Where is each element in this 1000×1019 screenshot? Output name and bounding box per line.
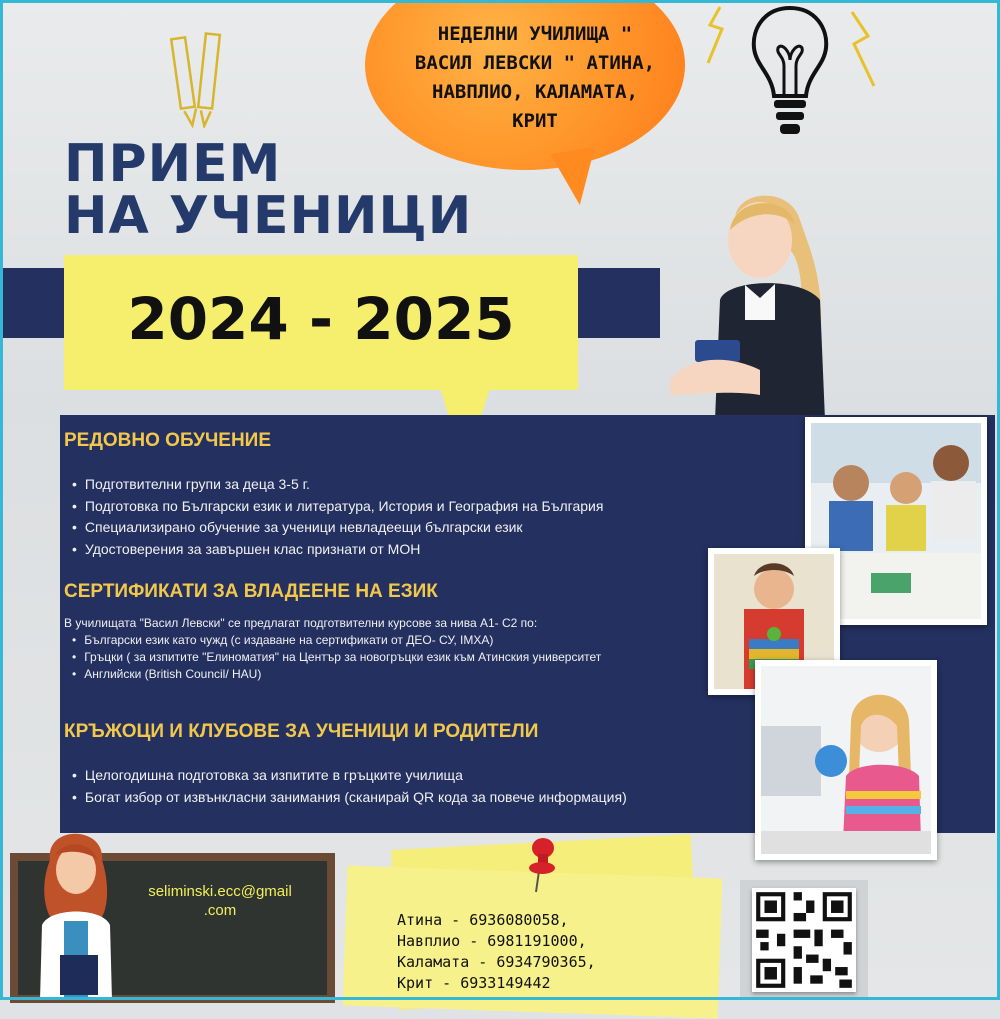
light-bulb-icon: [740, 0, 840, 150]
list-item: • Специализирано обучение за ученици невладеещи български език: [72, 517, 603, 539]
school-year: 2024 - 2025: [127, 285, 515, 353]
list-item: • Гръцки ( за изпитите "Елиноматия" на Център за новогръцки език към Атинския университет: [72, 649, 601, 666]
spark-icon: [700, 5, 730, 65]
phone-nafplio[interactable]: Навплио - 6981191000,: [397, 932, 587, 950]
school-names: [380, 20, 690, 136]
page-title: [64, 134, 473, 246]
list-item: • Подготвителни групи за деца 3-5 г.: [72, 474, 603, 496]
phone-athens[interactable]: Атина - 6936080058,: [397, 911, 569, 929]
list-item: • Удостоверения за завършен клас признати от МОН: [72, 539, 603, 561]
list-item: • Английски (British Council/ HAU): [72, 666, 601, 683]
certificates-intro: В училищата "Васил Левски" се предлагат подготвителни курсове за нива А1- С2 по:: [64, 616, 538, 630]
list-item: • Български език като чужд (с издаване на сертификати от ДЕО- СУ, IMXA): [72, 632, 601, 649]
bubble-line-2: ВАСИЛ ЛЕВСКИ " АТИНА,: [414, 52, 656, 74]
speech-bubble-tail: [551, 147, 605, 209]
title-line-2: НА УЧЕНИЦИ: [64, 186, 473, 246]
pushpin-icon: [528, 834, 558, 894]
phone-kalamata[interactable]: Каламата - 6934790365,: [397, 953, 596, 971]
contact-email[interactable]: [120, 882, 320, 920]
regular-education-list: [72, 474, 603, 560]
girl-at-computer-photo: [755, 660, 937, 860]
email-line-2: .com: [203, 902, 237, 919]
email-line-1: seliminski.ecc@gmail: [148, 883, 292, 900]
regular-education-heading: РЕДОВНО ОБУЧЕНИЕ: [64, 430, 272, 451]
qr-code-icon[interactable]: [752, 888, 856, 992]
certificates-heading: СЕРТИФИКАТИ ЗА ВЛАДЕЕНЕ НА ЕЗИК: [64, 581, 438, 602]
list-item: • Подготовка по Български език и литература, История и География на България: [72, 496, 603, 518]
list-item: • Целогодишна подготовка за изпитите в гръцките училища: [72, 765, 627, 787]
phone-crete[interactable]: Крит - 6933149442: [397, 974, 551, 992]
phone-list: [397, 910, 596, 994]
bubble-line-4: КРИТ: [512, 110, 558, 132]
pencils-icon: [170, 28, 230, 128]
bubble-line-3: НАВПЛИО, КАЛАМАТА,: [432, 81, 638, 103]
clubs-heading: КРЪЖОЦИ И КЛУБОВЕ ЗА УЧЕНИЦИ И РОДИТЕЛИ: [64, 721, 539, 742]
spark-icon: [842, 10, 882, 90]
teacher-illustration: [30, 825, 120, 1000]
girl-with-books-image: [650, 180, 850, 420]
list-item: • Богат избор от извънкласни занимания (сканирай QR кода за повече информация): [72, 787, 627, 809]
clubs-list: [72, 765, 627, 808]
bubble-line-1: НЕДЕЛНИ УЧИЛИЩА ": [437, 23, 633, 45]
title-line-1: ПРИЕМ: [64, 134, 282, 194]
certificates-list: [72, 632, 601, 683]
